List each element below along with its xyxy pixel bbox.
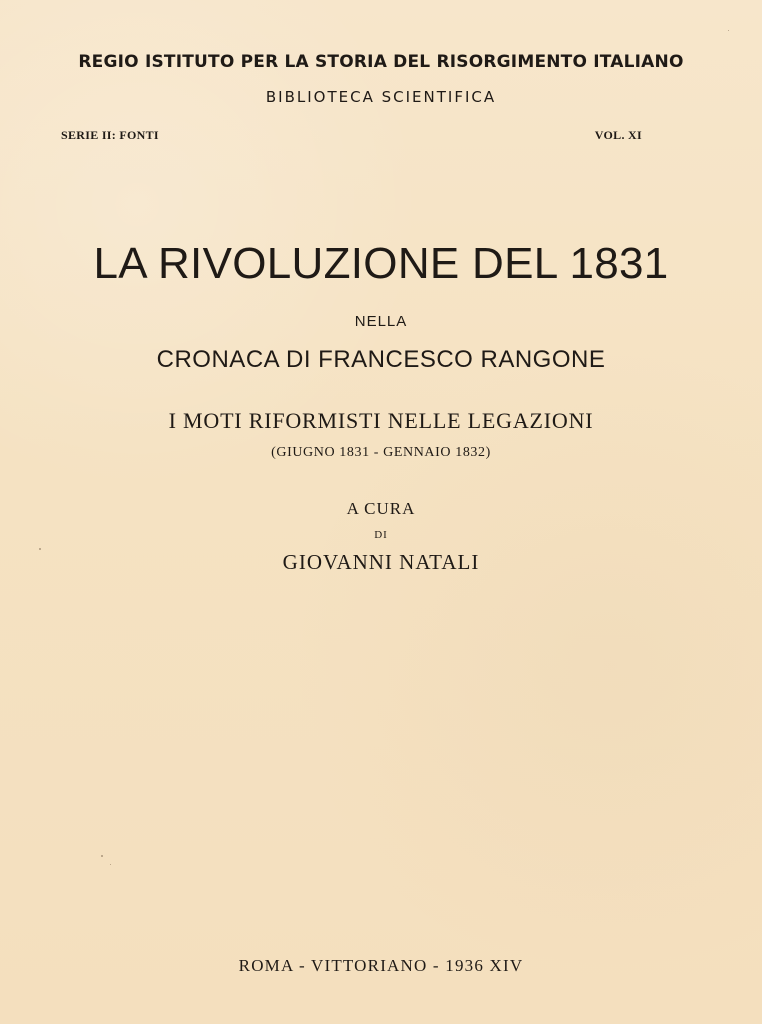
- editor-prefix: A CURA: [346, 499, 416, 518]
- title-connector: NELLA: [354, 313, 408, 330]
- main-title: LA RIVOLUZIONE DEL 1831: [93, 239, 669, 288]
- series-label: SERIE II: FONTI: [61, 128, 159, 142]
- subtitle: CRONACA DI FRANCESCO RANGONE: [156, 346, 606, 373]
- volume-label: VOL. XI: [594, 128, 642, 142]
- editor-name: GIOVANNI NATALI: [282, 550, 480, 574]
- paper-speck: [101, 855, 103, 857]
- institution-heading: REGIO ISTITUTO PER LA STORIA DEL RISORGIMENTO ITALIANO: [78, 52, 684, 72]
- date-range: (GIUGNO 1831 - GENNAIO 1832): [271, 445, 491, 460]
- paper-speck: [728, 30, 729, 31]
- library-heading: BIBLIOTECA SCIENTIFICA: [265, 88, 497, 106]
- publisher-imprint: ROMA - VITTORIANO - 1936 XIV: [238, 956, 524, 975]
- editor-di: DI: [374, 529, 388, 541]
- secondary-title: I MOTI RIFORMISTI NELLE LEGAZIONI: [168, 408, 594, 433]
- paper-speck: [110, 864, 111, 865]
